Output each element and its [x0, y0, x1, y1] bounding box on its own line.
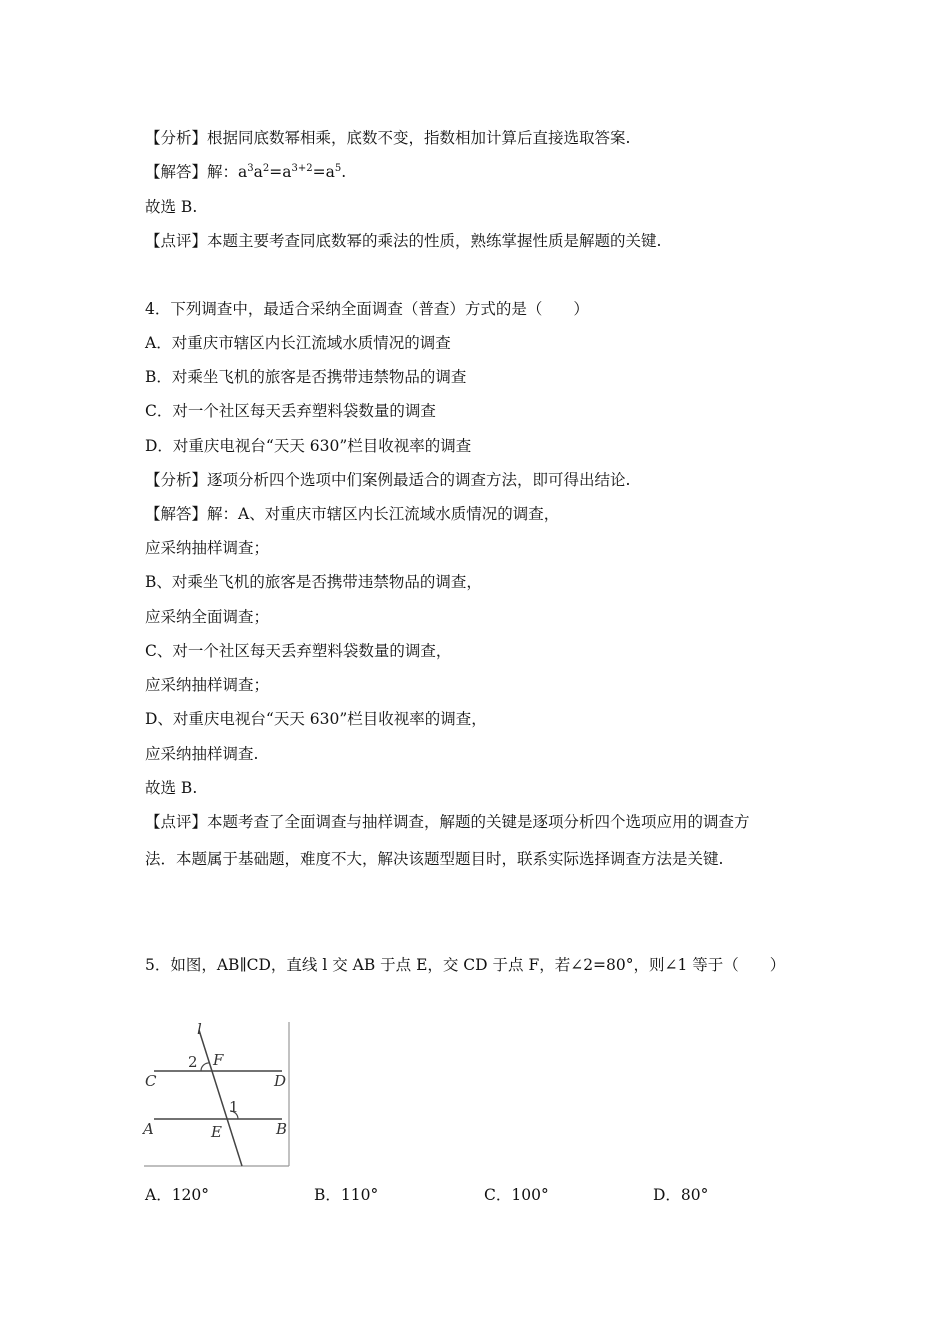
- angle-2-arc: [201, 1063, 210, 1071]
- q5-geometry-figure: [142, 1020, 292, 1168]
- q4-solution-line: D、对重庆电视台“天天 630”栏目收视率的调查，: [145, 710, 487, 728]
- q4-stem: 4．下列调查中，最适合采纳全面调查（普查）方式的是（ ）: [145, 300, 589, 318]
- q3-comment: 【点评】本题主要考查同底数幂的乘法的性质，熟练掌握性质是解题的关键.: [145, 232, 662, 250]
- q4-solution-line: 应采纳全面调查；: [145, 608, 270, 626]
- q3-analysis: 【分析】根据同底数幂相乘，底数不变，指数相加计算后直接选取答案.: [145, 129, 631, 147]
- q4-solution-line: 应采纳抽样调查；: [145, 676, 270, 694]
- label-c: C: [145, 1072, 157, 1090]
- label-e: E: [211, 1123, 222, 1141]
- label-d: D: [274, 1072, 287, 1090]
- label-f: F: [213, 1051, 224, 1069]
- q5-option-d: D．80°: [653, 1186, 709, 1204]
- q4-option-c: C．对一个社区每天丢弃塑料袋数量的调查: [145, 402, 436, 420]
- label-angle-1: 1: [229, 1098, 239, 1116]
- q4-option-a: A．对重庆市辖区内长江流域水质情况的调查: [145, 334, 451, 352]
- q5-option-a: A．120°: [145, 1186, 210, 1204]
- q4-option-d: D．对重庆电视台“天天 630”栏目收视率的调查: [145, 437, 472, 455]
- q5-option-b: B．110°: [314, 1186, 379, 1204]
- q3-answer: 故选 B.: [145, 198, 198, 216]
- q5-option-c: C．100°: [484, 1186, 549, 1204]
- parallel-lines-diagram: [142, 1020, 292, 1168]
- q4-option-b: B．对乘坐飞机的旅客是否携带违禁物品的调查: [145, 368, 467, 386]
- label-b: B: [276, 1120, 288, 1138]
- q4-answer: 故选 B.: [145, 779, 198, 797]
- q4-solution-line: 应采纳抽样调查.: [145, 745, 259, 763]
- q5-stem: 5．如图，AB∥CD，直线 l 交 AB 于点 E，交 CD 于点 F，若∠2=80°，则∠1 等于（ ）: [145, 956, 786, 974]
- q3-solution: 【解答】解：$a^3a^2=a^{3+2}=a^5$.: [145, 163, 347, 181]
- q4-solution-line: 应采纳抽样调查；: [145, 539, 270, 557]
- label-l: l: [197, 1020, 202, 1038]
- q4-solution-line: C、对一个社区每天丢弃塑料袋数量的调查，: [145, 642, 452, 660]
- q4-analysis: 【分析】逐项分析四个选项中们案例最适合的调查方法，即可得出结论.: [145, 471, 631, 489]
- label-a: A: [143, 1120, 154, 1138]
- label-angle-2: 2: [188, 1053, 198, 1071]
- q4-solution-line: B、对乘坐飞机的旅客是否携带违禁物品的调查，: [145, 573, 482, 591]
- q4-solution-line: 【解答】解：A、对重庆市辖区内长江流域水质情况的调查，: [145, 505, 560, 523]
- q4-comment-line1: 【点评】本题考查了全面调查与抽样调查，解题的关键是逐项分析四个选项应用的调查方: [145, 813, 750, 831]
- q4-comment-line2: 法．本题属于基础题，难度不大，解决该题型题目时，联系实际选择调查方法是关键.: [145, 850, 724, 868]
